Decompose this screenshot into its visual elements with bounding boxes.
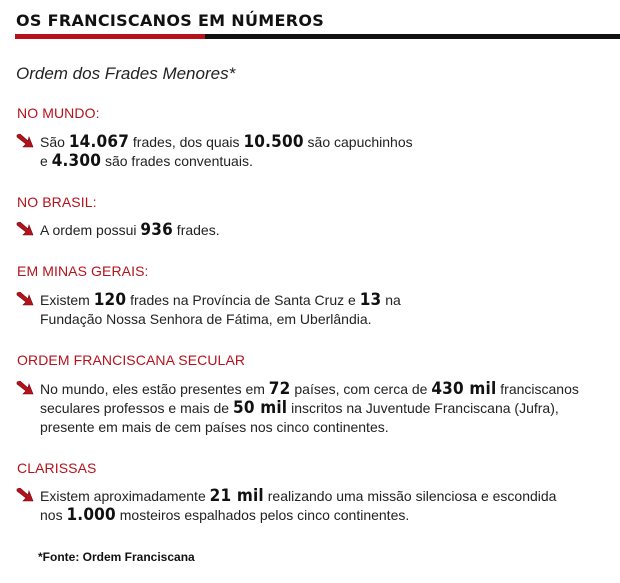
title-rule-red [15,34,205,39]
source-note: *Fonte: Ordem Franciscana [38,550,195,564]
section-body-ofs [16,380,606,437]
section-title-clarissas: CLARISSAS [17,460,97,476]
subtitle: Ordem dos Frades Menores* [16,64,236,83]
stat-number: 430 mil [431,379,497,399]
list-item: No mundo, eles estão presentes em 72 países, com cerca de 430 mil franciscanos [16,380,606,399]
section-title-no-brasil: NO BRASIL: [17,194,97,210]
section-body-no-mundo [16,133,606,171]
red-arrow-down-right-icon [16,488,34,502]
section-title-ofs: ORDEM FRANCISCANA SECULAR [17,352,246,368]
stat-number: 21 mil [209,486,264,506]
section-title-minas-gerais: EM MINAS GERAIS: [17,263,149,279]
red-arrow-down-right-icon [16,222,34,236]
stat-number: 120 [93,290,127,310]
title-rule-black [205,34,620,39]
list-item-continuation: seculares professos e mais de 50 mil inscritos na Juventude Franciscana (Jufra), [40,398,559,418]
list-item: Existem aproximadamente 21 mil realizando uma missão silenciosa e escondida [16,487,606,506]
stat-number: 50 mil [232,398,288,418]
stat-number: 72 [268,379,291,399]
page-title: OS FRANCISCANOS EM NÚMEROS [16,11,325,30]
list-item: São 14.067 frades, dos quais 10.500 são capuchinhos [16,133,606,152]
stat-number: 13 [359,290,382,310]
stat-number: 14.067 [68,132,130,152]
red-arrow-down-right-icon [16,292,34,306]
red-arrow-down-right-icon [16,381,34,395]
stat-number: 936 [140,220,173,240]
list-item: Existem 120 frades na Província de Santa Cruz e 13 na [16,291,606,310]
list-item: A ordem possui 936 frades. [16,221,606,240]
red-arrow-down-right-icon [16,134,34,148]
section-title-no-mundo: NO MUNDO: [17,105,100,121]
list-item-continuation: Fundação Nossa Senhora de Fátima, em Uberlândia. [40,311,372,327]
stat-number: 10.500 [243,132,304,152]
section-body-no-brasil [16,221,606,240]
section-body-clarissas [16,487,606,525]
list-item-continuation: nos 1.000 mosteiros espalhados pelos cinco continentes. [40,505,410,525]
stat-number: 4.300 [51,151,102,171]
list-item-continuation: e 4.300 são frades conventuais. [40,151,253,171]
section-body-minas-gerais [16,291,606,329]
stat-number: 1.000 [66,505,116,525]
list-item-continuation: presente em mais de cem países nos cinco continentes. [40,419,389,435]
